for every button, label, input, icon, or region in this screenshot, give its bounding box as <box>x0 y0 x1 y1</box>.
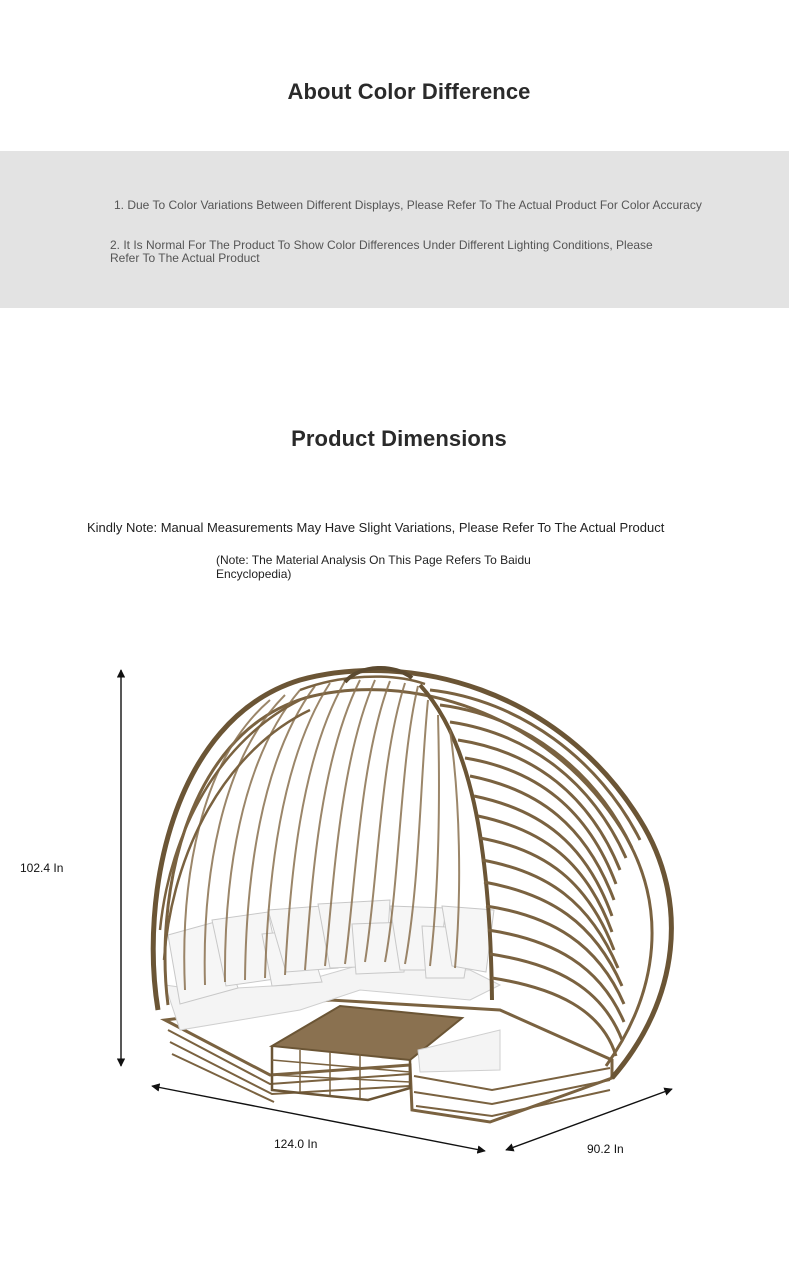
dimensions-title: Product Dimensions <box>291 426 507 451</box>
color-difference-title: About Color Difference <box>287 79 531 104</box>
wicker-daybed-image <box>153 668 671 1122</box>
width-label: 124.0 In <box>274 1137 318 1151</box>
height-label: 102.4 In <box>20 861 64 875</box>
material-note: (Note: The Material Analysis On This Page Refers To Baidu Encyclopedia) <box>216 553 531 581</box>
depth-arrow <box>506 1089 672 1150</box>
measurement-note: Kindly Note: Manual Measurements May Have Slight Variations, Please Refer To The Actual Product <box>87 520 665 535</box>
depth-label: 90.2 In <box>587 1142 624 1156</box>
color-note-2: 2. It Is Normal For The Product To Show Color Differences Under Different Lighting Conditions, Please Refer To The Actual Product <box>110 238 653 265</box>
color-note-1: 1. Due To Color Variations Between Different Displays, Please Refer To The Actual Product For Color Accuracy <box>114 198 702 212</box>
